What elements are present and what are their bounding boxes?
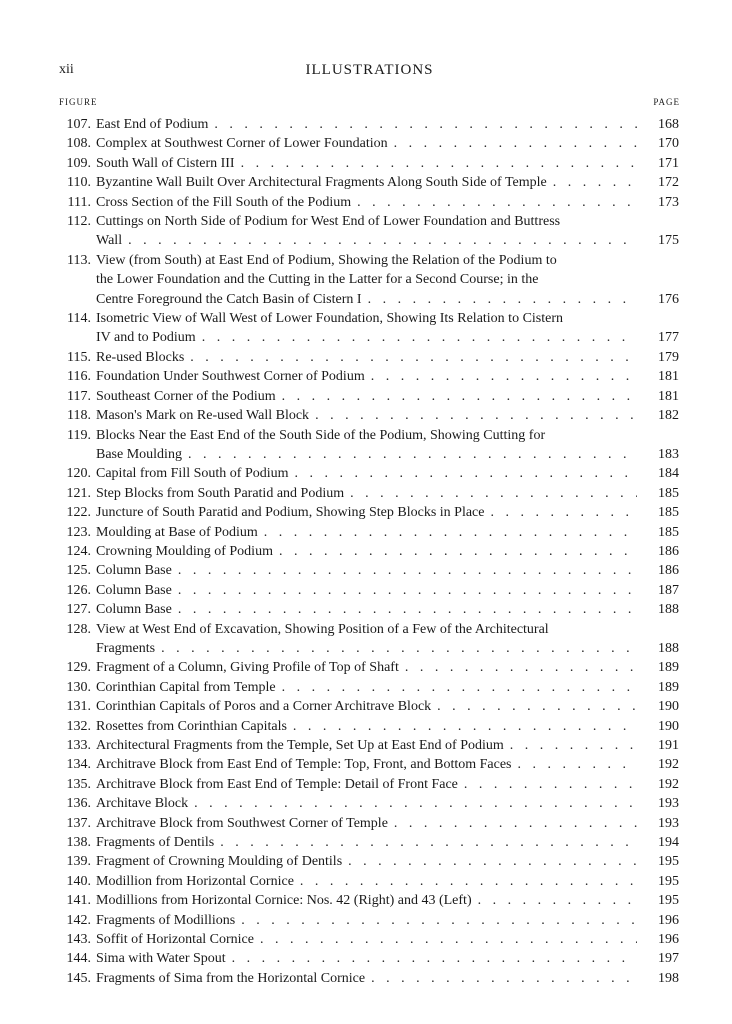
figure-number: 132. bbox=[66, 718, 91, 734]
list-item bbox=[53, 406, 679, 425]
dot-leader bbox=[254, 930, 637, 949]
list-item bbox=[53, 309, 679, 348]
page-reference: 196 bbox=[658, 912, 679, 928]
figure-number: 115. bbox=[67, 349, 91, 365]
caption-line: Soffit of Horizontal Cornice bbox=[96, 932, 254, 948]
list-item bbox=[53, 794, 679, 813]
caption-line: Architrave Block from Southwest Corner of Temple bbox=[96, 815, 388, 831]
list-item bbox=[53, 348, 679, 367]
page-reference: 193 bbox=[658, 796, 679, 812]
list-item bbox=[53, 620, 679, 659]
caption-line: Architrave Block from East End of Temple: Top, Front, and Bottom Faces bbox=[96, 757, 512, 773]
list-item bbox=[53, 193, 679, 212]
figure-number: 133. bbox=[66, 738, 91, 753]
list-item bbox=[53, 367, 679, 386]
list-item bbox=[53, 969, 679, 988]
caption-line: Fragment of a Column, Giving Profile of Top of Shaft bbox=[96, 660, 399, 676]
caption-line: Moulding at Base of Podium bbox=[96, 524, 258, 540]
dot-leader bbox=[226, 949, 637, 968]
page-reference: 185 bbox=[658, 505, 679, 521]
caption-line: Fragments of Dentils bbox=[96, 835, 215, 851]
figure-number: 135. bbox=[66, 776, 91, 792]
page-number: xii bbox=[59, 62, 74, 77]
page-reference: 175 bbox=[658, 233, 679, 249]
figure-number: 131. bbox=[66, 699, 91, 715]
caption-line: Crowning Moulding of Podium bbox=[96, 543, 273, 559]
caption-line: Southeast Corner of the Podium bbox=[96, 388, 276, 404]
page-reference: 189 bbox=[658, 660, 679, 676]
list-item bbox=[53, 949, 679, 968]
figure-number: 139. bbox=[66, 854, 91, 870]
caption-line: South Wall of Cistern III bbox=[96, 155, 235, 171]
page-reference: 195 bbox=[658, 873, 679, 889]
list-item bbox=[53, 852, 679, 871]
caption-line: Modillion from Horizontal Cornice bbox=[96, 873, 294, 889]
dot-leader bbox=[208, 115, 637, 134]
dot-leader bbox=[235, 911, 637, 930]
dot-leader bbox=[172, 600, 637, 619]
figure-number: 109. bbox=[66, 155, 91, 171]
dot-leader bbox=[273, 542, 637, 561]
list-item bbox=[53, 891, 679, 910]
caption-line: Column Base bbox=[96, 563, 172, 579]
dot-leader bbox=[351, 193, 637, 212]
page-reference: 187 bbox=[658, 582, 679, 598]
list-item bbox=[53, 717, 679, 736]
dot-leader bbox=[399, 658, 637, 677]
caption-line: View (from South) at East End of Podium, Showing the Relation of the Podium to bbox=[96, 252, 557, 268]
page-reference: 186 bbox=[658, 563, 679, 579]
dot-leader bbox=[155, 639, 637, 658]
dot-leader bbox=[504, 736, 637, 755]
list-item bbox=[53, 115, 679, 134]
page-reference: 196 bbox=[658, 932, 679, 948]
figure-number: 111. bbox=[67, 194, 91, 210]
dot-leader bbox=[547, 173, 637, 192]
caption-line: the Lower Foundation and the Cutting in the Latter for a Second Course; in the bbox=[96, 272, 539, 288]
figure-number: 125. bbox=[66, 563, 91, 579]
dot-leader bbox=[294, 872, 637, 891]
dot-leader bbox=[342, 852, 637, 871]
caption-line: Cross Section of the Fill South of the Podium bbox=[96, 194, 352, 210]
page-reference: 186 bbox=[658, 543, 679, 559]
list-item bbox=[53, 561, 679, 580]
dot-leader bbox=[365, 969, 637, 988]
figure-number: 108. bbox=[66, 136, 91, 152]
page-reference: 190 bbox=[658, 718, 679, 734]
dot-leader bbox=[235, 154, 637, 173]
page-reference: 183 bbox=[658, 446, 679, 462]
list-item bbox=[53, 173, 679, 192]
page-title: ILLUSTRATIONS bbox=[305, 62, 434, 78]
figure-number: 134. bbox=[66, 757, 91, 773]
dot-leader bbox=[184, 348, 637, 367]
caption-line: Re-used Blocks bbox=[96, 349, 185, 365]
figure-number: 110. bbox=[67, 175, 91, 191]
caption-line: Architectural Fragments from the Temple, Set Up at East End of Podium bbox=[96, 738, 504, 753]
figure-number: 144. bbox=[66, 951, 91, 967]
page-reference: 195 bbox=[658, 854, 679, 870]
page-reference: 172 bbox=[658, 175, 679, 191]
page-column-heading: PAGE bbox=[653, 97, 680, 107]
page-reference: 173 bbox=[658, 194, 679, 210]
caption-line: East End of Podium bbox=[96, 117, 209, 132]
caption-line: Complex at Southwest Corner of Lower Foundation bbox=[96, 136, 388, 152]
caption-line: Corinthian Capitals of Poros and a Corner Architrave Block bbox=[96, 699, 432, 715]
caption-line: Architave Block bbox=[96, 796, 189, 812]
list-item bbox=[53, 503, 679, 522]
dot-leader bbox=[182, 445, 637, 464]
list-item bbox=[53, 736, 679, 755]
caption-line: Fragment of Crowning Moulding of Dentils bbox=[96, 854, 343, 870]
figure-number: 129. bbox=[66, 660, 91, 676]
figure-number: 145. bbox=[66, 970, 91, 986]
figure-number: 143. bbox=[66, 932, 91, 948]
list-item bbox=[53, 464, 679, 483]
dot-leader bbox=[365, 367, 637, 386]
caption-line: Centre Foreground the Catch Basin of Cistern I bbox=[96, 291, 362, 307]
dot-leader bbox=[484, 503, 637, 522]
caption-line: Sima with Water Spout bbox=[96, 951, 226, 967]
caption-line: IV and to Podium bbox=[96, 330, 196, 346]
caption-line: Base Moulding bbox=[96, 446, 182, 462]
figure-number: 114. bbox=[67, 311, 91, 327]
list-item bbox=[53, 387, 679, 406]
caption-line: Wall bbox=[96, 233, 123, 249]
list-item bbox=[53, 658, 679, 677]
illustrations-list bbox=[53, 115, 679, 988]
caption-line: Fragments of Sima from the Horizontal Cornice bbox=[96, 970, 366, 986]
figure-number: 142. bbox=[66, 912, 91, 928]
caption-line: Foundation Under Southwest Corner of Podium bbox=[96, 369, 365, 385]
page-reference: 185 bbox=[658, 524, 679, 540]
figure-number: 122. bbox=[66, 505, 91, 521]
figure-number: 113. bbox=[67, 252, 91, 268]
caption-line: Byzantine Wall Built Over Architectural Fragments Along South Side of Temple bbox=[96, 175, 547, 191]
caption-line: Modillions from Horizontal Cornice: Nos. 42 (Right) and 43 (Left) bbox=[96, 893, 472, 909]
page-reference: 194 bbox=[658, 835, 679, 851]
caption-line: Isometric View of Wall West of Lower Foundation, Showing Its Relation to Cistern bbox=[96, 311, 564, 327]
list-item bbox=[53, 581, 679, 600]
caption-line: Mason's Mark on Re-used Wall Block bbox=[96, 408, 310, 424]
list-item bbox=[53, 833, 679, 852]
page-reference: 170 bbox=[658, 136, 679, 152]
page-reference: 197 bbox=[658, 951, 679, 967]
dot-leader bbox=[388, 134, 637, 153]
figure-number: 136. bbox=[66, 796, 91, 812]
dot-leader bbox=[458, 775, 637, 794]
dot-leader bbox=[276, 678, 637, 697]
caption-line: Juncture of South Paratid and Podium, Showing Step Blocks in Place bbox=[96, 505, 485, 521]
list-item bbox=[53, 775, 679, 794]
figure-number: 140. bbox=[66, 873, 91, 889]
dot-leader bbox=[214, 833, 637, 852]
list-item bbox=[53, 930, 679, 949]
figure-number: 107. bbox=[66, 117, 91, 132]
page-reference: 188 bbox=[658, 602, 679, 618]
figure-number: 138. bbox=[66, 835, 91, 851]
page-reference: 168 bbox=[658, 117, 679, 132]
figure-number: 121. bbox=[66, 485, 91, 501]
figure-number: 141. bbox=[66, 893, 91, 909]
dot-leader bbox=[512, 755, 637, 774]
dot-leader bbox=[344, 484, 637, 503]
dot-leader bbox=[196, 328, 637, 347]
page-reference: 193 bbox=[658, 815, 679, 831]
list-item bbox=[53, 697, 679, 716]
dot-leader bbox=[309, 406, 637, 425]
list-item bbox=[53, 755, 679, 774]
list-item bbox=[53, 134, 679, 153]
page-reference: 184 bbox=[658, 466, 679, 482]
figure-number: 137. bbox=[66, 815, 91, 831]
dot-leader bbox=[388, 814, 637, 833]
caption-line: Column Base bbox=[96, 602, 172, 618]
caption-line: Fragments of Modillions bbox=[96, 912, 236, 928]
list-item bbox=[53, 600, 679, 619]
dot-leader bbox=[276, 387, 637, 406]
list-item bbox=[53, 212, 679, 251]
dot-leader bbox=[122, 231, 637, 250]
page-reference: 177 bbox=[658, 330, 679, 346]
caption-line: Blocks Near the East End of the South Side of the Podium, Showing Cutting for bbox=[96, 427, 546, 443]
caption-line: Architrave Block from East End of Temple: Detail of Front Face bbox=[96, 776, 458, 792]
list-item bbox=[53, 678, 679, 697]
caption-line: Step Blocks from South Paratid and Podium bbox=[96, 485, 345, 501]
list-item bbox=[53, 814, 679, 833]
list-item bbox=[53, 542, 679, 561]
figure-number: 126. bbox=[66, 582, 91, 598]
dot-leader bbox=[431, 697, 637, 716]
figure-number: 124. bbox=[66, 543, 91, 559]
page-reference: 188 bbox=[658, 640, 679, 656]
list-item bbox=[53, 426, 679, 465]
page-reference: 190 bbox=[658, 699, 679, 715]
dot-leader bbox=[362, 290, 637, 309]
page-reference: 185 bbox=[658, 485, 679, 501]
figure-number: 116. bbox=[67, 369, 91, 385]
page-reference: 181 bbox=[658, 369, 679, 385]
dot-leader bbox=[472, 891, 637, 910]
page-reference: 198 bbox=[658, 970, 679, 986]
figure-number: 127. bbox=[66, 602, 91, 618]
dot-leader bbox=[258, 523, 637, 542]
caption-line: View at West End of Excavation, Showing Position of a Few of the Architectural bbox=[96, 621, 549, 637]
figure-number: 117. bbox=[67, 388, 91, 404]
figure-number: 112. bbox=[67, 214, 91, 230]
page-header bbox=[59, 62, 680, 84]
list-item bbox=[53, 154, 679, 173]
page-reference: 192 bbox=[658, 757, 679, 773]
figure-number: 128. bbox=[66, 621, 91, 637]
column-headings bbox=[59, 97, 680, 109]
dot-leader bbox=[188, 794, 637, 813]
page-reference: 176 bbox=[658, 291, 679, 307]
list-item bbox=[53, 872, 679, 891]
page-reference: 189 bbox=[658, 679, 679, 695]
page-reference: 181 bbox=[658, 388, 679, 404]
list-item bbox=[53, 523, 679, 542]
dot-leader bbox=[172, 561, 637, 580]
list-item bbox=[53, 251, 679, 309]
caption-line: Capital from Fill South of Podium bbox=[96, 466, 289, 482]
figure-number: 130. bbox=[66, 679, 91, 695]
page-reference: 171 bbox=[658, 155, 679, 171]
list-item bbox=[53, 911, 679, 930]
caption-line: Fragments bbox=[96, 640, 156, 656]
caption-line: Rosettes from Corinthian Capitals bbox=[96, 718, 287, 734]
page-reference: 192 bbox=[658, 776, 679, 792]
dot-leader bbox=[287, 717, 637, 736]
caption-line: Corinthian Capital from Temple bbox=[96, 679, 276, 695]
figure-number: 119. bbox=[67, 427, 91, 443]
list-item bbox=[53, 484, 679, 503]
figure-number: 123. bbox=[66, 524, 91, 540]
caption-line: Cuttings on North Side of Podium for West End of Lower Foundation and Buttress bbox=[96, 214, 561, 230]
figure-column-heading: FIGURE bbox=[59, 97, 98, 107]
page-reference: 182 bbox=[658, 408, 679, 424]
figure-number: 120. bbox=[66, 466, 91, 482]
dot-leader bbox=[172, 581, 637, 600]
page-reference: 179 bbox=[658, 349, 679, 365]
figure-number: 118. bbox=[67, 408, 91, 424]
page-reference: 195 bbox=[658, 893, 679, 909]
dot-leader bbox=[289, 464, 637, 483]
page-reference: 191 bbox=[658, 738, 679, 753]
caption-line: Column Base bbox=[96, 582, 172, 598]
